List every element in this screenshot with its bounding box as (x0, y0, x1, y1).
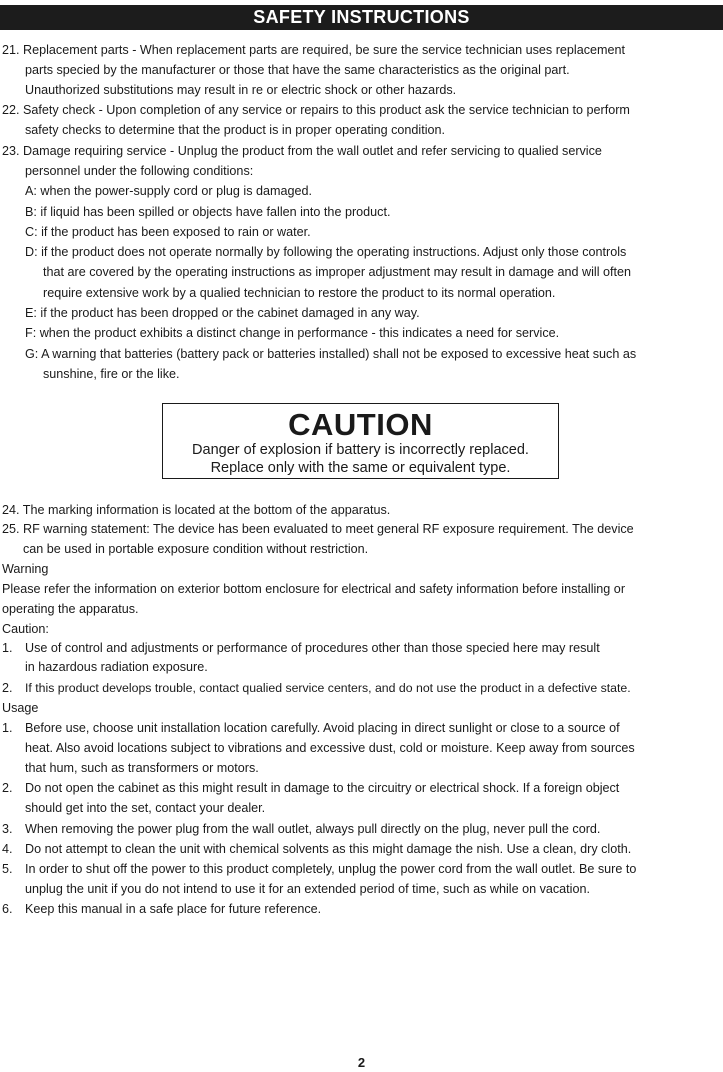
usage-item-1-line-1: Before use, choose unit installation location carefully. Avoid placing in direct sunlight or close to a source of (25, 721, 620, 735)
usage-item-5-line-2: unplug the unit if you do not intend to use it for an extended period of time, such as while on vacation. (25, 882, 590, 896)
item-25-line-1: 25. RF warning statement: The device has been evaluated to meet general RF exposure requirement. The device (2, 522, 634, 536)
caution-item-1-line-1: Use of control and adjustments or performance of procedures other than those specied here may result (25, 641, 600, 655)
usage-item-1-number: 1. (2, 721, 13, 735)
caution-box (162, 403, 559, 479)
item-24-line-1: 24. The marking information is located at the bottom of the apparatus. (2, 503, 391, 517)
item-23-condition-c: C: if the product has been exposed to rain or water. (25, 225, 311, 239)
caution-line-1: Danger of explosion if battery is incorrectly replaced. (192, 442, 529, 458)
usage-item-5-line-1: In order to shut off the power to this product completely, unplug the power cord from the wall outlet. Be sure to (25, 862, 637, 876)
usage-item-2-number: 2. (2, 781, 13, 795)
usage-item-3-line-1: When removing the power plug from the wall outlet, always pull directly on the plug, never pull the cord. (25, 822, 601, 836)
caution-item-2-line-1: If this product develops trouble, contact qualied service centers, and do not use the product in a defective state. (25, 681, 631, 695)
item-23-condition-b: B: if liquid has been spilled or objects have fallen into the product. (25, 205, 391, 219)
item-23-line-1: 23. Damage requiring service - Unplug the product from the wall outlet and refer servicing to qualied service (2, 144, 602, 158)
caution-line-2: Replace only with the same or equivalent type. (210, 460, 511, 476)
usage-item-5-number: 5. (2, 862, 13, 876)
item-22-line-2: safety checks to determine that the product is in proper operating condition. (25, 123, 446, 137)
item-21-line-1: 21. Replacement parts - When replacement parts are required, be sure the service technician uses replacement (2, 43, 626, 57)
item-23-line-2: personnel under the following conditions: (25, 164, 254, 178)
usage-item-2-line-2: should get into the set, contact your dealer. (25, 801, 266, 815)
caution-item-1-number: 1. (2, 641, 13, 655)
item-23-condition-g-line-1: G: A warning that batteries (battery pack or batteries installed) shall not be exposed to excessive heat such as (25, 347, 637, 361)
warning-heading: Warning (2, 562, 49, 576)
page-number: 2 (357, 1055, 366, 1070)
item-23-condition-e: E: if the product has been dropped or the cabinet damaged in any way. (25, 306, 420, 320)
item-23-condition-f: F: when the product exhibits a distinct change in performance - this indicates a need for service. (25, 326, 560, 340)
item-21-line-2: parts specied by the manufacturer or those that have the same characteristics as the original part. (25, 63, 570, 77)
item-23-condition-d-line-3: require extensive work by a qualied technician to restore the product to its normal operation. (43, 286, 556, 300)
warning-line-1: Please refer the information on exterior bottom enclosure for electrical and safety information before installing or (2, 582, 626, 596)
usage-item-4-line-1: Do not attempt to clean the unit with chemical solvents as this might damage the nish. Use a clean, dry cloth. (25, 842, 632, 856)
caution-item-2-number: 2. (2, 681, 13, 695)
item-25-line-2: can be used in portable exposure condition without restriction. (23, 542, 369, 556)
usage-item-1-line-2: heat. Also avoid locations subject to vibrations and excessive dust, cold or moisture. Keep away from sources (25, 741, 635, 755)
item-23-condition-a: A: when the power-supply cord or plug is damaged. (25, 184, 313, 198)
usage-item-1-line-3: that hum, such as transformers or motors. (25, 761, 259, 775)
warning-line-2: operating the apparatus. (2, 602, 139, 616)
usage-heading: Usage (2, 701, 39, 715)
item-21-line-3: Unauthorized substitutions may result in re or electric shock or other hazards. (25, 83, 457, 97)
usage-item-4-number: 4. (2, 842, 13, 856)
caution-heading: CAUTION (288, 407, 433, 442)
usage-item-2-line-1: Do not open the cabinet as this might result in damage to the circuitry or electrical shock. If a foreign object (25, 781, 620, 795)
usage-item-6-number: 6. (2, 902, 13, 916)
item-23-condition-g-line-2: sunshine, fire or the like. (43, 367, 180, 381)
item-23-condition-d-line-2: that are covered by the operating instructions as improper adjustment may result in damage and will often (43, 265, 632, 279)
usage-item-6-line-1: Keep this manual in a safe place for future reference. (25, 902, 322, 916)
caution-section-heading: Caution: (2, 622, 49, 636)
page-title: SAFETY INSTRUCTIONS (0, 5, 723, 30)
usage-item-3-number: 3. (2, 822, 13, 836)
caution-item-1-line-2: in hazardous radiation exposure. (25, 660, 208, 674)
item-23-condition-d-line-1: D: if the product does not operate normally by following the operating instructions. Adjust only those controls (25, 245, 627, 259)
item-22-line-1: 22. Safety check - Upon completion of any service or repairs to this product ask the service technician to perform (2, 103, 630, 117)
